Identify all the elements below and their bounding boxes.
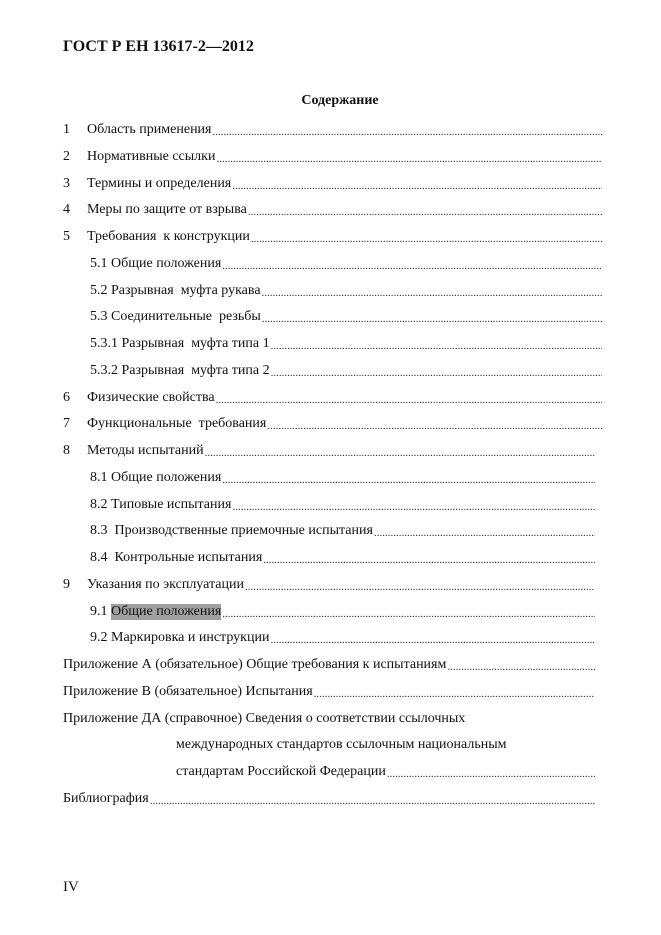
toc-entry[interactable] [63,200,602,218]
toc-entry[interactable] [90,521,595,539]
dot-leader [251,233,602,245]
dot-leader [267,420,602,432]
toc-title: Содержание [301,93,379,108]
toc-entry[interactable] [63,655,595,673]
toc-entry-number: 8 [63,443,70,458]
dot-leader [263,554,595,566]
toc-entry[interactable] [63,120,602,138]
toc-entry[interactable] [63,575,595,593]
page-number: IV [63,879,79,895]
dot-leader [222,474,595,486]
toc-entry-label: Приложение В (обязательное) Испытания [63,683,313,699]
toc-entry[interactable] [90,468,595,486]
document-header: ГОСТ Р ЕН 13617-2—2012 [63,38,254,55]
toc-entry-label: международных стандартов ссылочным национальным [176,737,507,753]
toc-entry[interactable] [90,602,595,620]
toc-entry[interactable] [90,495,595,513]
toc-entry[interactable] [176,762,595,780]
toc-entry-number: 2 [63,148,70,164]
toc-entry[interactable] [90,334,602,352]
toc-entry[interactable] [63,709,595,727]
toc-entry-label: Физические свойства [87,389,215,405]
dot-leader [248,206,602,218]
toc-entry-label: 5.3.1 Разрывная муфта типа 1 [90,336,270,351]
toc-entry-label: Методы испытаний [87,443,204,458]
toc-entry-label: 8.2 Типовые испытания [90,496,232,512]
toc-entry-number: 4 [63,202,70,218]
dot-leader [205,447,595,459]
toc-entry-label: 5.3.2 Разрывная муфта типа 2 [90,362,270,378]
toc-entry-prefix: 9.1 [90,603,111,619]
toc-entry-label: Приложение ДА (справочное) Сведения о соответствии ссылочных [63,710,466,726]
toc-entry-label: 5.1 Общие положения [90,255,222,271]
toc-entry-number: 3 [63,175,70,191]
dot-leader [262,287,602,299]
dot-leader [271,367,602,379]
toc-entry[interactable] [63,414,602,432]
toc-entry[interactable] [90,628,595,646]
toc-entry-number: 9 [63,576,70,592]
toc-entry[interactable] [90,307,602,325]
toc-entry-label: Термины и определения [87,175,232,191]
dot-leader [387,768,595,780]
dot-leader [270,634,595,646]
toc-entry[interactable] [90,281,602,299]
toc-entry-label: 8.4 Контрольные испытания [90,550,263,565]
toc-entry[interactable] [63,682,595,700]
toc-entry-label: 8.1 Общие положения [90,469,222,485]
dot-leader [216,153,602,165]
dot-leader [447,661,595,673]
dot-leader [216,394,602,406]
dot-leader [271,340,602,352]
toc-entry-label: 5.3 Соединительные резьбы [90,309,261,325]
dot-leader [314,688,595,700]
toc-entry[interactable] [63,147,602,165]
toc-entry-label: Библиография [63,790,149,806]
toc-entry[interactable] [63,388,602,406]
dot-leader [222,608,595,620]
toc-entry-number: 7 [63,416,70,432]
toc-entry-label: стандартам Российской Федерации [176,764,386,779]
toc-entry-label: Указания по эксплуатации [87,576,244,592]
dot-leader [232,501,595,513]
toc-entry[interactable] [63,789,595,807]
toc-entry-number: 6 [63,389,70,405]
dot-leader [262,313,602,325]
dot-leader [374,527,595,539]
toc-entry[interactable] [90,361,602,379]
toc-entry[interactable] [63,227,602,245]
toc-entry-number: 1 [63,122,70,137]
toc-entry-number: 5 [63,229,70,244]
toc-entry-label: Нормативные ссылки [87,148,216,164]
toc-entry-label: 8.3 Производственные приемочные испытания [90,523,373,539]
toc-entry-label: 5.2 Разрывная муфта рукава [90,282,261,298]
toc-entry[interactable] [63,174,602,192]
toc-entry-label: Общие положения [111,603,222,619]
toc-entry-label: Требования к конструкции [87,229,250,244]
toc-entry-label: Функциональные требования [87,416,267,432]
toc-entry[interactable] [90,254,602,272]
dot-leader [245,581,595,593]
toc-entry[interactable] [90,548,595,566]
dot-leader [213,126,603,138]
toc-entry-label: Меры по защите от взрыва [87,202,247,218]
dot-leader [222,260,602,272]
toc-entry-label: Область применения [87,122,212,137]
toc-entry-label: 9.2 Маркировка и инструкции [90,630,270,646]
dot-leader [232,180,602,192]
toc-entry[interactable] [176,735,595,753]
dot-leader [150,795,595,807]
toc-entry-label: Приложение А (обязательное) Общие требования к испытаниям [63,657,447,672]
toc-entry[interactable] [63,441,595,459]
